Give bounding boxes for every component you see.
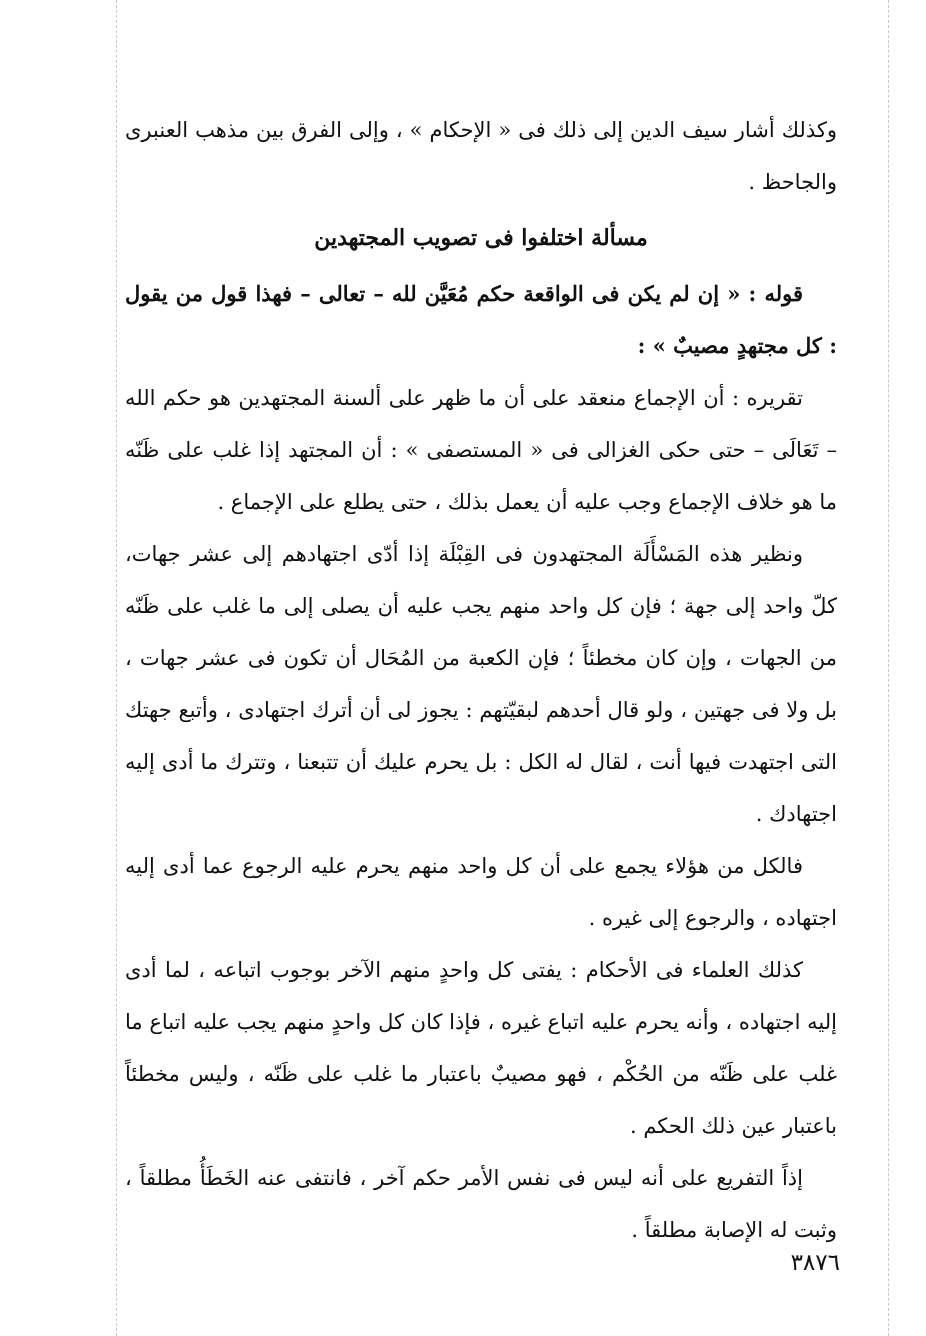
- paragraph-5: فالكل من هؤلاء يجمع على أن كل واحد منهم يحرم عليه الرجوع عما أدى إليه اجتهاده ، والرجوع إلى غيره .: [125, 854, 837, 930]
- scan-edge-left: [116, 0, 117, 1336]
- paragraph-2-quote: قوله : « إن لم يكن فى الواقعة حكم مُعَيَّن لله – تعالى – فهذا قول من يقول : كل مجتهدٍ مصيبٌ » :: [125, 281, 837, 358]
- paragraph-7: إذاً التفريع على أنه ليس فى نفس الأمر حكم آخر ، فانتفى عنه الخَطَأُ مطلقاً ، وثبت له الإصابة مطلقاً .: [125, 1166, 837, 1242]
- page-body: [125, 104, 837, 1256]
- section-heading: مسألة اختلفوا فى تصويب المجتهدين: [314, 225, 648, 251]
- scan-edge-right: [888, 0, 889, 1336]
- paragraph-3: تقريره : أن الإجماع منعقد على أن ما ظهر على ألسنة المجتهدين هو حكم الله – تَعَالَى – حتى حكى الغزالى فى « المستصفى » : أن المجتهد إذا غلب على ظَنّه ما هو خلاف الإجماع وجب عليه أن يعمل بذلك ، حتى يطلع على الإجماع .: [125, 386, 837, 514]
- paragraph-1: وكذلك أشار سيف الدين إلى ذلك فى « الإحكام » ، وإلى الفرق بين مذهب العنبرى والجاحظ .: [125, 118, 837, 194]
- paragraph-6: كذلك العلماء فى الأحكام : يفتى كل واحدٍ منهم الآخر بوجوب اتباعه ، لما أدى إليه اجتهاده ، وأنه يحرم عليه اتباع غيره ، فإذا كان كل واحدٍ منهم يجب عليه اتباع ما غلب على ظَنّه من الحُكْم ، فهو مصيبٌ باعتبار ما غلب على ظَنّه ، وليس مخطئاً باعتبار عين ذلك الحكم .: [125, 958, 837, 1138]
- paragraph-4: ونظير هذه المَسْأَلَة المجتهدون فى القِبْلَة إذا أدّى اجتهادهم إلى عشر جهات، كلّ واحد إلى جهة ؛ فإن كل واحد منهم يجب عليه أن يصلى إلى ما غلب على ظَنّه من الجهات ، وإن كان مخطئاً ؛ فإن الكعبة من المُحَال أن تكون فى عشر جهات ، بل ولا فى جهتين ، ولو قال أحدهم لبقيّتهم : يجوز لى أن أترك اجتهادى ، وأتبع جهتك التى اجتهدت فيها أنت ، لقال له الكل : بل يحرم عليك أن تتبعنا ، وتترك ما أدى إليه اجتهادك .: [125, 542, 837, 826]
- page-number: ٣٨٧٦: [790, 1250, 840, 1276]
